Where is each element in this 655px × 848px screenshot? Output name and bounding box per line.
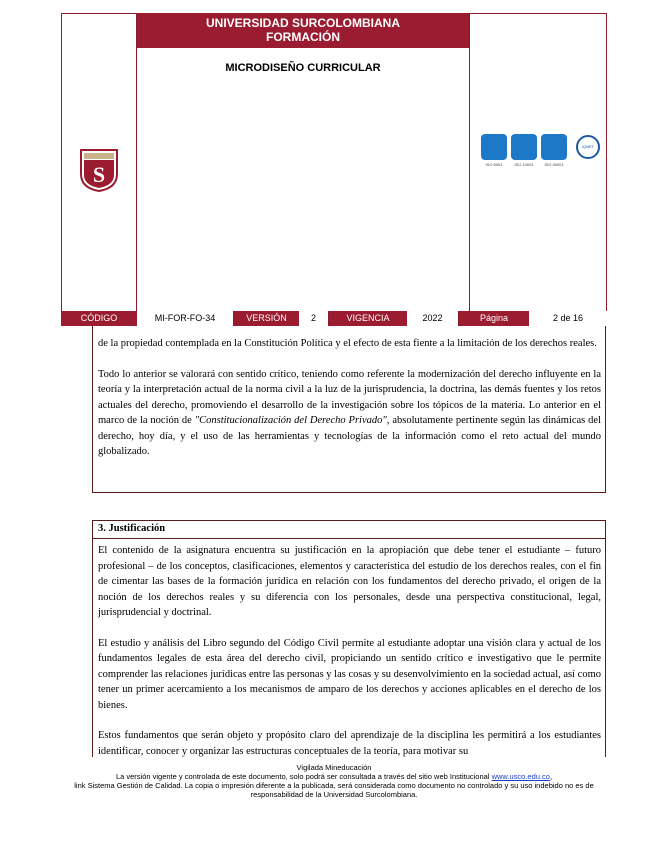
iqnet-seal-icon: IQNET — [576, 135, 600, 159]
footer-vigilada: Vigilada Mineducación — [296, 763, 372, 772]
previous-section-text — [98, 336, 601, 460]
pagina-value: 2 de 16 — [529, 311, 607, 326]
justification-text — [98, 543, 601, 759]
codigo-value: MI-FOR-FO-34 — [137, 311, 234, 326]
paragraph: de la propiedad contemplada en la Constitución Política y el efecto de esta fiente a la limitación de los derechos reales. — [98, 338, 597, 349]
paragraph: El contenido de la asignatura encuentra su justificación en la apropiación que debe tener el estudiante – futuro profesional – de los conceptos, clasificaciones, elementos y característica del estudio de los derechos reales, con el fin de cimentar las bases de la formación jurídica en relación con los fundamentos del derecho privado, el origen de la noción de los derechos reales y su diferencia con los personales, desde una perspectiva constitucional, legal, jurisprudencial y doctrinal. — [98, 545, 601, 618]
document-title: MICRODISEÑO CURRICULAR — [225, 62, 381, 74]
version-label: VERSIÓN — [234, 311, 299, 326]
footer-copy-note: link Sistema Gestión de Calidad. La copia o impresión diferente a la publicada, será considerada como documento no controlado y su uso indebido no es de responsabilidad de la Universidad Surcolombiana. — [74, 781, 594, 799]
cert-badge-icon: ISO 14001 — [511, 134, 537, 168]
pagina-label: Página — [459, 311, 529, 326]
website-link[interactable]: www.usco.edu.co — [491, 772, 550, 781]
vigencia-value: 2022 — [407, 311, 459, 326]
logo-letter: S — [92, 162, 106, 187]
footer-version-note: La versión vigente y controlada de este documento, solo podrá ser consultada a través del sitio web Institucional www.usco.edu.co, — [115, 772, 553, 781]
version-value: 2 — [299, 311, 329, 326]
paragraph: El estudio y análisis del Libro segundo del Código Civil permite al estudiante adoptar una visión clara y actual de los fundamentos legales de esta área del derecho civil, propiciando un sentido crítico e investigativo que le permite comprender las relaciones jurídicas entre las personas y las cosas y su desenvolvimiento en la sociedad actual, así como tener un primer acercamiento a los mecanismos de amparo de los derechos y acciones aplicables en el derecho de los bienes. — [98, 637, 601, 711]
area-name: FORMACIÓN — [266, 30, 340, 44]
page-footer — [60, 763, 608, 799]
codigo-label: CÓDIGO — [61, 311, 137, 326]
paragraph: Todo lo anterior se valorará con sentido crítico, teniendo como referente la modernización del derecho influyente en la teoría y la interpretación actual de la norma civil a la luz de la jurisprudencia, la doctrina, las demás fuentes y los retos actuales del derecho, promoviendo el desarrollo de la investigación sobre los tópicos de la materia. Lo anterior en el marco de la noción de "Constitucionalización del Derecho Privado", absolutamente pertinente según las dinámicas del derecho, hoy día, y el uso de las herramientas y tecnologías de la información como el reto actual del mundo globalizado. — [98, 368, 601, 457]
paragraph: Estos fundamentos que serán objeto y propósito claro del aprendizaje de la disciplina les permitirá a los estudiantes identificar, conocer y organizar las estructuras conceptuales de la teoría, para motivar su — [98, 730, 601, 757]
italic-term: "Constitucionalización del Derecho Privado" — [194, 415, 387, 426]
vigencia-label: VIGENCIA — [329, 311, 407, 326]
cert-badge-icon: ISO 9001 — [481, 134, 507, 168]
university-name: UNIVERSIDAD SURCOLOMBIANA — [205, 16, 400, 30]
document-info-row — [61, 311, 607, 326]
cert-badge-icon: ISO 45001 — [541, 134, 567, 168]
university-shield-logo — [79, 148, 119, 192]
header-title-band — [137, 13, 469, 48]
section-heading: 3. Justificación — [92, 520, 606, 539]
